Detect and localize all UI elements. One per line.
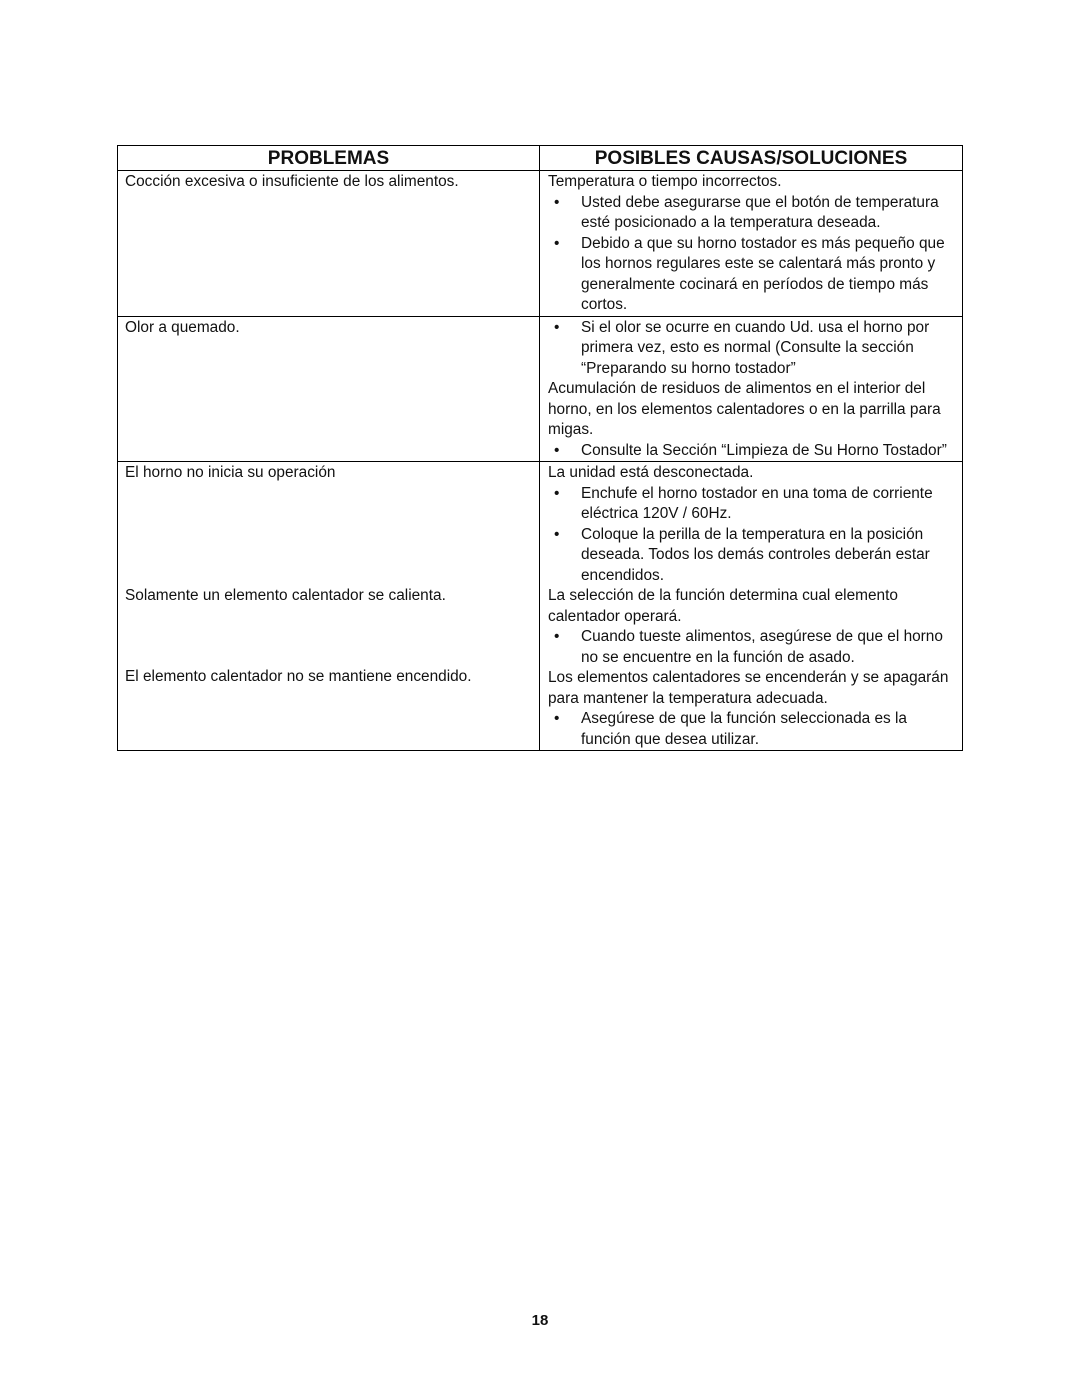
- table-row: [118, 171, 963, 317]
- cause-text: Acumulación de residuos de alimentos en el interior del horno, en los elementos calentadores o en la parrilla para migas.: [548, 380, 941, 438]
- troubleshooting-table: [117, 145, 963, 751]
- solution-bullet: [548, 318, 956, 380]
- bullet-icon: •: [554, 193, 560, 211]
- solution-bullet-text: Debido a que su horno tostador es más pequeño que los hornos regulares este se calentará más pronto y generalmente cocinará en períodos de tiempo más cortos.: [581, 234, 945, 313]
- cause-text: La unidad está desconectada.: [548, 464, 754, 481]
- problem-text: Olor a quemado.: [125, 318, 240, 336]
- solution-bullet: [548, 193, 956, 234]
- solution-bullet: [548, 234, 956, 316]
- solution-bullet-text: Coloque la perilla de la temperatura en la posición deseada. Todos los demás controles deberán estar encendidos.: [581, 525, 930, 584]
- header-problems: PROBLEMAS: [118, 146, 540, 171]
- solution-cell: [540, 171, 963, 317]
- problem-text: El elemento calentador no se mantiene encendido.: [125, 668, 472, 685]
- solution-bullet: [548, 525, 956, 587]
- solution-cell: [540, 462, 963, 751]
- problem-cell: [118, 316, 540, 462]
- page-number: 18: [531, 1312, 549, 1329]
- table-row: [118, 316, 963, 462]
- bullet-icon: •: [554, 484, 560, 502]
- problem-text: El horno no inicia su operación: [125, 464, 336, 481]
- problem-text: Solamente un elemento calentador se calienta.: [125, 586, 446, 604]
- cause-text: Temperatura o tiempo incorrectos.: [548, 173, 782, 190]
- solution-bullet: [548, 484, 956, 525]
- solution-bullet-text: Asegúrese de que la función seleccionada es la función que desea utilizar.: [581, 710, 907, 748]
- solution-bullet-text: Si el olor se ocurre en cuando Ud. usa el horno por primera vez, esto es normal (Consulte la sección “Preparando su horno tostador”: [581, 318, 930, 377]
- table-header-row: [118, 146, 963, 171]
- problem-text: Cocción excesiva o insuficiente de los alimentos.: [125, 173, 459, 190]
- solution-bullet: [548, 627, 956, 668]
- problem-cell: [118, 171, 540, 317]
- bullet-icon: •: [554, 628, 560, 645]
- solution-bullet-text: Enchufe el horno tostador en una toma de corriente eléctrica 120V / 60Hz.: [581, 484, 933, 522]
- header-causes-solutions: POSIBLES CAUSAS/SOLUCIONES: [540, 146, 963, 171]
- cause-text: Los elementos calentadores se encenderán y se apagarán para mantener la temperatura adecuada.: [548, 669, 949, 707]
- solution-bullet: [548, 441, 956, 462]
- solution-bullet-text: Cuando tueste alimentos, asegúrese de que el horno no se encuentre en la función de asado.: [581, 628, 943, 666]
- bullet-icon: •: [554, 525, 560, 543]
- cause-text: La selección de la función determina cual elemento calentador operará.: [548, 587, 898, 625]
- solution-bullet-text: Usted debe asegurarse que el botón de temperatura esté posicionado a la temperatura deseada.: [581, 193, 939, 231]
- problem-cell: [118, 462, 540, 751]
- bullet-icon: •: [554, 710, 560, 727]
- bullet-icon: •: [554, 318, 560, 336]
- table-row: [118, 462, 963, 751]
- bullet-icon: •: [554, 234, 560, 252]
- solution-bullet: [548, 709, 956, 750]
- bullet-icon: •: [554, 441, 560, 459]
- solution-bullet-text: Consulte la Sección “Limpieza de Su Horno Tostador”: [581, 441, 947, 459]
- solution-cell: [540, 316, 963, 462]
